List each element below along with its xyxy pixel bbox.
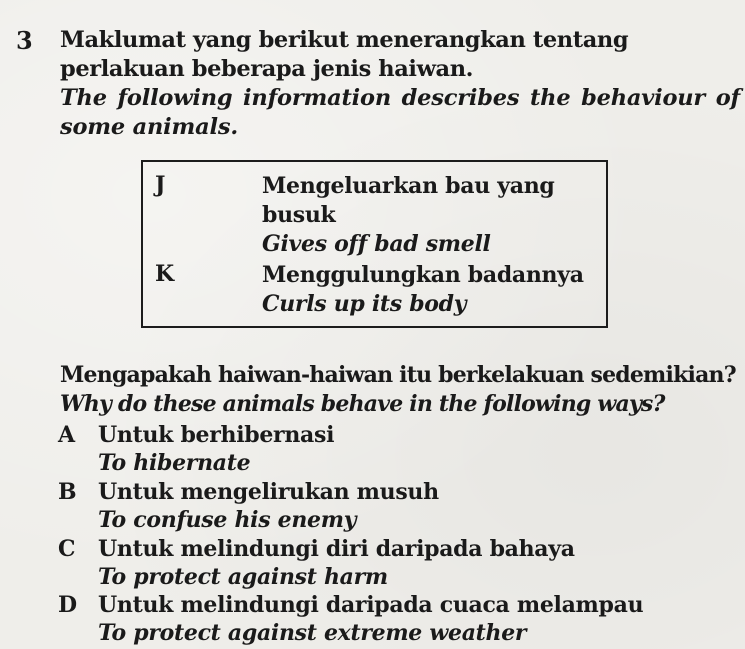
option-text-malay: Untuk mengelirukan musuh <box>98 479 439 505</box>
behaviour-table <box>141 160 608 328</box>
question-stem-malay: Maklumat yang berikut menerangkan tentang perlakuan beberapa jenis haiwan. <box>60 27 629 82</box>
question-prompt <box>60 361 742 419</box>
option-text-english: To protect against extreme weather <box>98 620 527 646</box>
row-description <box>262 261 602 319</box>
question-stem <box>60 26 740 142</box>
option-letter: B <box>58 479 77 505</box>
prompt-malay: Mengapakah haiwan-haiwan itu berkelakuan sedemikian? <box>60 362 736 388</box>
description-malay-line1: Menggulungkan badannya <box>262 262 584 288</box>
description-malay-line1: Mengeluarkan bau yang <box>262 173 555 199</box>
option-letter: D <box>58 592 78 618</box>
option-text-malay: Untuk berhibernasi <box>98 422 335 448</box>
option-text-malay: Untuk melindungi daripada cuaca melampau <box>98 592 644 618</box>
question-number: 3 <box>16 26 33 55</box>
question-stem-english: The following information describes the behaviour of some animals. <box>60 85 740 140</box>
option-letter: A <box>58 422 76 448</box>
description-english: Gives off bad smell <box>262 231 491 257</box>
row-label: J <box>155 172 166 198</box>
option-text-malay: Untuk melindungi diri daripada bahaya <box>98 536 575 562</box>
option-letter: C <box>58 536 76 562</box>
description-malay-line2: busuk <box>262 202 336 228</box>
row-description <box>262 172 602 259</box>
description-english: Curls up its body <box>262 291 467 317</box>
row-label: K <box>155 261 175 287</box>
option-text-english: To confuse his enemy <box>98 507 357 533</box>
option-text-english: To hibernate <box>98 450 251 476</box>
option-text-english: To protect against harm <box>98 564 388 590</box>
prompt-english: Why do these animals behave in the following ways? <box>60 391 665 417</box>
